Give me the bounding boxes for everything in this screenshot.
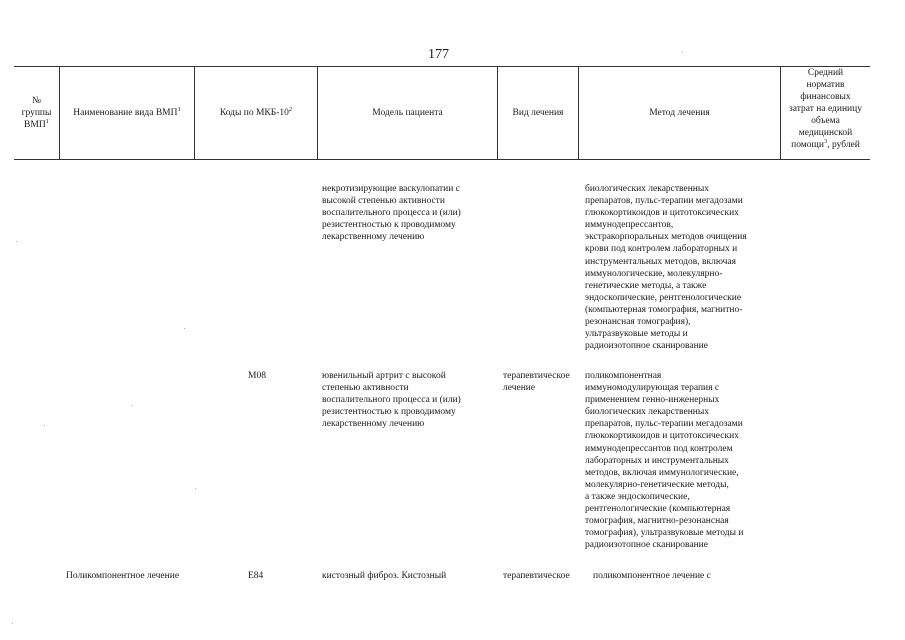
scan-speck xyxy=(132,405,133,406)
patient-model-cell: некротизирующие васкулопатии с высокой степенью активности воспалительного процесса и (или) резистентностью к проводимому лекарственному лечению xyxy=(322,184,461,243)
vmp-name-cell: Поликомпонентное лечение xyxy=(66,571,180,581)
treatment-type-cell: терапевтическое лечение xyxy=(503,371,570,394)
footnote-marker: 1 xyxy=(45,117,49,125)
scan-speck xyxy=(44,425,45,426)
header-cost-norm xyxy=(781,67,870,151)
footnote-marker: 1 xyxy=(177,105,181,113)
header-icd-codes-text: Коды по МКБ-10 xyxy=(219,108,289,118)
header-cost-norm-text: Средний норматив финансовых затрат на единицу объема медицинской помощи xyxy=(789,68,862,150)
treatment-method-cell: поликомпонентное лечение с xyxy=(593,571,711,581)
header-cost-norm-suffix: , рублей xyxy=(827,140,860,150)
header-icd-codes xyxy=(195,107,317,119)
table-top-rule xyxy=(14,66,870,67)
icd-code-cell: M08 xyxy=(248,371,266,381)
scan-speck xyxy=(184,328,185,329)
scan-speck xyxy=(195,488,196,489)
treatment-method-cell: поликомпонентная иммуномодулирующая терапия с применением генно-инженерных биологических лекарственных препаратов, пульс-терапии мегадозами глюкокортикоидов и цитотоксических иммунодепрессантов под контролем лабораторных и инструментальных методов, включая иммунологические, молекулярно-генетические методы, а также эндоскопические, рентгенологические (компьютерная томография, магнитно-резонансная томография), ультразвуковые методы и радиоизотопное сканирование xyxy=(585,371,744,551)
header-patient-model: Модель пациента xyxy=(372,108,443,118)
page-number: 177 xyxy=(428,47,449,62)
table-header-bottom-rule xyxy=(14,159,870,160)
header-group-number-text: № группы ВМП xyxy=(21,96,52,130)
header-treatment-method: Метод лечения xyxy=(649,108,710,118)
footnote-marker: 3 xyxy=(823,137,828,145)
scan-speck xyxy=(682,52,683,53)
header-group-number xyxy=(14,95,59,131)
scan-speck xyxy=(16,241,17,242)
treatment-type-cell: терапевтическое xyxy=(503,571,570,581)
header-treatment-type: Вид лечения xyxy=(512,108,564,118)
icd-code-cell: E84 xyxy=(248,571,264,581)
patient-model-cell: кистозный фиброз. Кистозный xyxy=(322,571,447,581)
patient-model-cell: ювенильный артрит с высокой степенью активности воспалительного процесса и (или) резистентностью к проводимому лекарственному лечению xyxy=(322,371,461,430)
scan-speck xyxy=(12,623,13,624)
header-vmp-name xyxy=(60,107,194,119)
footnote-marker: 2 xyxy=(288,105,293,113)
treatment-method-cell: биологических лекарственных препаратов, пульс-терапии мегадозами глюкокортикоидов и цитотоксических иммунодепрессантов, экстракорпоральных методов очищения крови под контролем лабораторных и инструментальных методов, включая иммунологические, молекулярно- генетические методы, а также эндоскопические, рентгенологические (компьютерная томография, магнитно- резонансная томография), ультразвуковые методы и радиоизотопное сканирование xyxy=(585,184,747,352)
header-vmp-name-text: Наименование вида ВМП xyxy=(73,108,178,118)
